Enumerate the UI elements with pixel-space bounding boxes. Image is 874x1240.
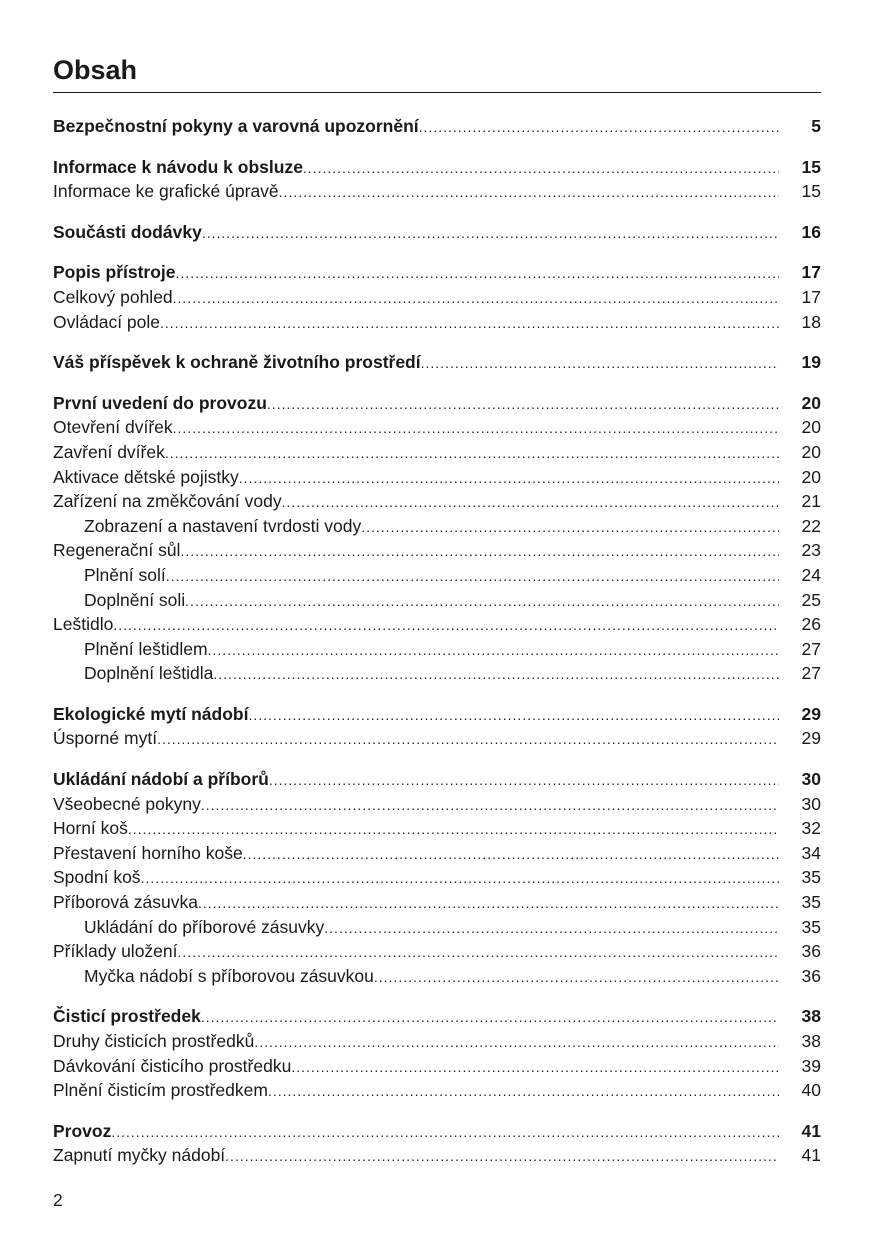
toc-entry[interactable] xyxy=(53,890,821,915)
toc-entry-title: Provoz xyxy=(53,1120,112,1141)
dot-leader xyxy=(419,115,779,140)
toc-section-entry[interactable] xyxy=(53,702,821,727)
toc-page-number: 24 xyxy=(801,564,821,585)
toc-entry[interactable] xyxy=(53,1029,821,1054)
toc-page-number: 17 xyxy=(801,286,821,307)
toc-page-number: 35 xyxy=(801,892,821,913)
toc-page-number: 15 xyxy=(801,156,821,177)
dot-leader xyxy=(225,1144,779,1169)
toc-subsection-entry[interactable] xyxy=(53,637,821,662)
toc-section-entry[interactable] xyxy=(53,155,821,180)
toc-entry-title: Plnění leštidlem xyxy=(84,638,208,659)
toc-entry-title: První uvedení do provozu xyxy=(53,392,267,413)
toc-page-number: 40 xyxy=(801,1080,821,1101)
dot-leader xyxy=(128,817,779,842)
dot-leader xyxy=(173,286,779,311)
toc-entry[interactable] xyxy=(53,816,821,841)
toc-entry-title: Zapnutí myčky nádobí xyxy=(53,1145,226,1166)
toc-page-number: 29 xyxy=(801,728,821,749)
dot-leader xyxy=(201,793,779,818)
toc-entry-title: Ovládací pole xyxy=(53,311,161,332)
dot-leader xyxy=(111,1120,779,1145)
toc-page-number: 35 xyxy=(801,867,821,888)
toc-page-number: 23 xyxy=(801,540,821,561)
toc-entry[interactable] xyxy=(53,179,821,204)
toc-page-number: 39 xyxy=(801,1055,821,1076)
dot-leader xyxy=(303,156,779,181)
dot-leader xyxy=(421,351,779,376)
toc-entry-title: Celkový pohled xyxy=(53,286,173,307)
dot-leader xyxy=(374,965,779,990)
toc-entry[interactable] xyxy=(53,489,821,514)
toc-entry[interactable] xyxy=(53,310,821,335)
toc-subsection-entry[interactable] xyxy=(53,661,821,686)
toc-section-entry[interactable] xyxy=(53,391,821,416)
dot-leader xyxy=(324,916,779,941)
dot-leader xyxy=(173,416,779,441)
toc-entry-title: Horní koš xyxy=(53,818,128,839)
toc-entry-title: Čisticí prostředek xyxy=(53,1006,201,1027)
dot-leader xyxy=(279,180,779,205)
dot-leader xyxy=(180,539,779,564)
dot-leader xyxy=(166,564,779,589)
toc-entry-title: Aktivace dětské pojistky xyxy=(53,466,239,487)
dot-leader xyxy=(213,662,779,687)
toc-section-entry[interactable] xyxy=(53,220,821,245)
dot-leader xyxy=(178,940,779,965)
toc-entry[interactable] xyxy=(53,415,821,440)
dot-leader xyxy=(269,768,779,793)
dot-leader xyxy=(113,613,779,638)
toc-section-entry[interactable] xyxy=(53,260,821,285)
toc-page-number: 20 xyxy=(801,417,821,438)
toc-page-number: 35 xyxy=(801,916,821,937)
toc-entry-title: Spodní koš xyxy=(53,867,141,888)
toc-entry-title: Myčka nádobí s příborovou zásuvkou xyxy=(84,965,374,986)
dot-leader xyxy=(291,1055,779,1080)
toc-page-number: 26 xyxy=(801,614,821,635)
toc-entry-title: Zavření dvířek xyxy=(53,441,165,462)
toc-entry[interactable] xyxy=(53,1054,821,1079)
toc-entry[interactable] xyxy=(53,612,821,637)
toc-page-number: 29 xyxy=(801,703,821,724)
toc-page-number: 41 xyxy=(801,1145,821,1166)
toc-entry-title: Dávkování čisticího prostředku xyxy=(53,1055,292,1076)
toc-page-number: 25 xyxy=(801,589,821,610)
toc-entry-title: Bezpečnostní pokyny a varovná upozornění xyxy=(53,116,419,136)
table-of-contents xyxy=(53,114,821,1168)
toc-subsection-entry[interactable] xyxy=(53,563,821,588)
dot-leader xyxy=(282,490,779,515)
toc-entry-title: Druhy čisticích prostředků xyxy=(53,1031,255,1051)
toc-page-number: 19 xyxy=(801,352,821,373)
dot-leader xyxy=(176,261,779,286)
toc-entry-title: Ukládání nádobí a příborů xyxy=(53,769,269,790)
toc-entry-title: Všeobecné pokyny xyxy=(53,793,201,814)
toc-entry[interactable] xyxy=(53,465,821,490)
dot-leader xyxy=(254,1030,779,1055)
toc-entry-title: Otevření dvířek xyxy=(53,417,173,438)
toc-entry[interactable] xyxy=(53,726,821,751)
toc-subsection-entry[interactable] xyxy=(53,915,821,940)
toc-page-number: 20 xyxy=(801,392,821,413)
dot-leader xyxy=(248,703,779,728)
toc-page-number: 38 xyxy=(801,1006,821,1027)
toc-entry-title: Úsporné mytí xyxy=(53,728,158,749)
dot-leader xyxy=(160,311,779,336)
toc-entry-title: Zařízení na změkčování vody xyxy=(53,491,282,512)
toc-page-number: 22 xyxy=(801,515,821,536)
toc-entry[interactable] xyxy=(53,841,821,866)
dot-leader xyxy=(141,866,779,891)
toc-subsection-entry[interactable] xyxy=(53,588,821,613)
toc-page-number: 27 xyxy=(801,663,821,684)
toc-entry-title: Příborová zásuvka xyxy=(53,892,198,913)
toc-entry-title: Popis přístroje xyxy=(53,262,176,283)
toc-entry-title: Plnění solí xyxy=(84,564,166,585)
toc-entry-title: Leštidlo xyxy=(53,614,114,635)
toc-entry[interactable] xyxy=(53,865,821,890)
toc-section-entry[interactable] xyxy=(53,1119,821,1144)
toc-page-number: 30 xyxy=(801,769,821,790)
dot-leader xyxy=(185,589,779,614)
toc-entry[interactable] xyxy=(53,538,821,563)
toc-page-number: 27 xyxy=(801,638,821,659)
dot-leader xyxy=(239,466,779,491)
toc-page-number: 36 xyxy=(801,941,821,962)
toc-entry-title: Součásti dodávky xyxy=(53,221,202,242)
toc-entry[interactable] xyxy=(53,939,821,964)
title-divider xyxy=(53,92,821,93)
dot-leader xyxy=(361,515,779,540)
dot-leader xyxy=(202,221,779,246)
toc-entry-title: Příklady uložení xyxy=(53,941,178,962)
toc-section-entry[interactable] xyxy=(53,767,821,792)
toc-entry-title: Doplnění soli xyxy=(84,589,186,610)
toc-section-entry[interactable] xyxy=(53,350,821,375)
toc-page-number: 17 xyxy=(801,262,821,283)
toc-entry[interactable] xyxy=(53,1078,821,1103)
dot-leader xyxy=(268,1079,779,1104)
toc-page-number: 16 xyxy=(801,221,821,242)
toc-entry[interactable] xyxy=(53,285,821,310)
dot-leader xyxy=(157,727,779,752)
toc-entry[interactable] xyxy=(53,792,821,817)
page-number: 2 xyxy=(53,1190,63,1210)
toc-page-number: 30 xyxy=(801,793,821,814)
dot-leader xyxy=(208,638,779,663)
toc-page-number: 41 xyxy=(801,1120,821,1141)
toc-section-entry[interactable] xyxy=(53,1004,821,1029)
toc-page-number: 21 xyxy=(801,491,821,512)
toc-entry-title: Doplnění leštidla xyxy=(84,663,214,684)
dot-leader xyxy=(165,441,779,466)
toc-entry-title: Zobrazení a nastavení tvrdosti vody xyxy=(84,515,362,536)
toc-entry-title: Plnění čisticím prostředkem xyxy=(53,1080,268,1101)
toc-page-number: 15 xyxy=(801,181,821,202)
toc-entry-title: Přestavení horního koše xyxy=(53,842,243,863)
toc-page-number: 36 xyxy=(801,965,821,986)
page-title: Obsah xyxy=(53,55,138,85)
toc-entry-title: Informace ke grafické úpravě xyxy=(53,181,279,202)
toc-entry-title: Regenerační sůl xyxy=(53,540,181,561)
toc-entry-title: Váš příspěvek k ochraně životního prostředí xyxy=(53,352,421,373)
toc-entry-title: Ukládání do příborové zásuvky xyxy=(84,916,325,937)
toc-page-number: 38 xyxy=(801,1031,821,1051)
toc-page-number: 18 xyxy=(801,311,821,332)
dot-leader xyxy=(198,891,779,916)
toc-subsection-entry[interactable] xyxy=(53,514,821,539)
toc-entry-title: Informace k návodu k obsluze xyxy=(53,156,303,177)
toc-page-number: 5 xyxy=(811,116,821,136)
toc-page-number: 20 xyxy=(801,466,821,487)
toc-page-number: 34 xyxy=(801,842,821,863)
toc-entry[interactable] xyxy=(53,1143,821,1168)
toc-section-entry[interactable] xyxy=(53,114,821,139)
dot-leader xyxy=(201,1005,779,1030)
dot-leader xyxy=(267,392,779,417)
toc-entry-title: Ekologické mytí nádobí xyxy=(53,703,249,724)
toc-page-number: 20 xyxy=(801,441,821,462)
toc-subsection-entry[interactable] xyxy=(53,964,821,989)
dot-leader xyxy=(243,842,779,867)
toc-page-number: 32 xyxy=(801,818,821,839)
toc-entry[interactable] xyxy=(53,440,821,465)
